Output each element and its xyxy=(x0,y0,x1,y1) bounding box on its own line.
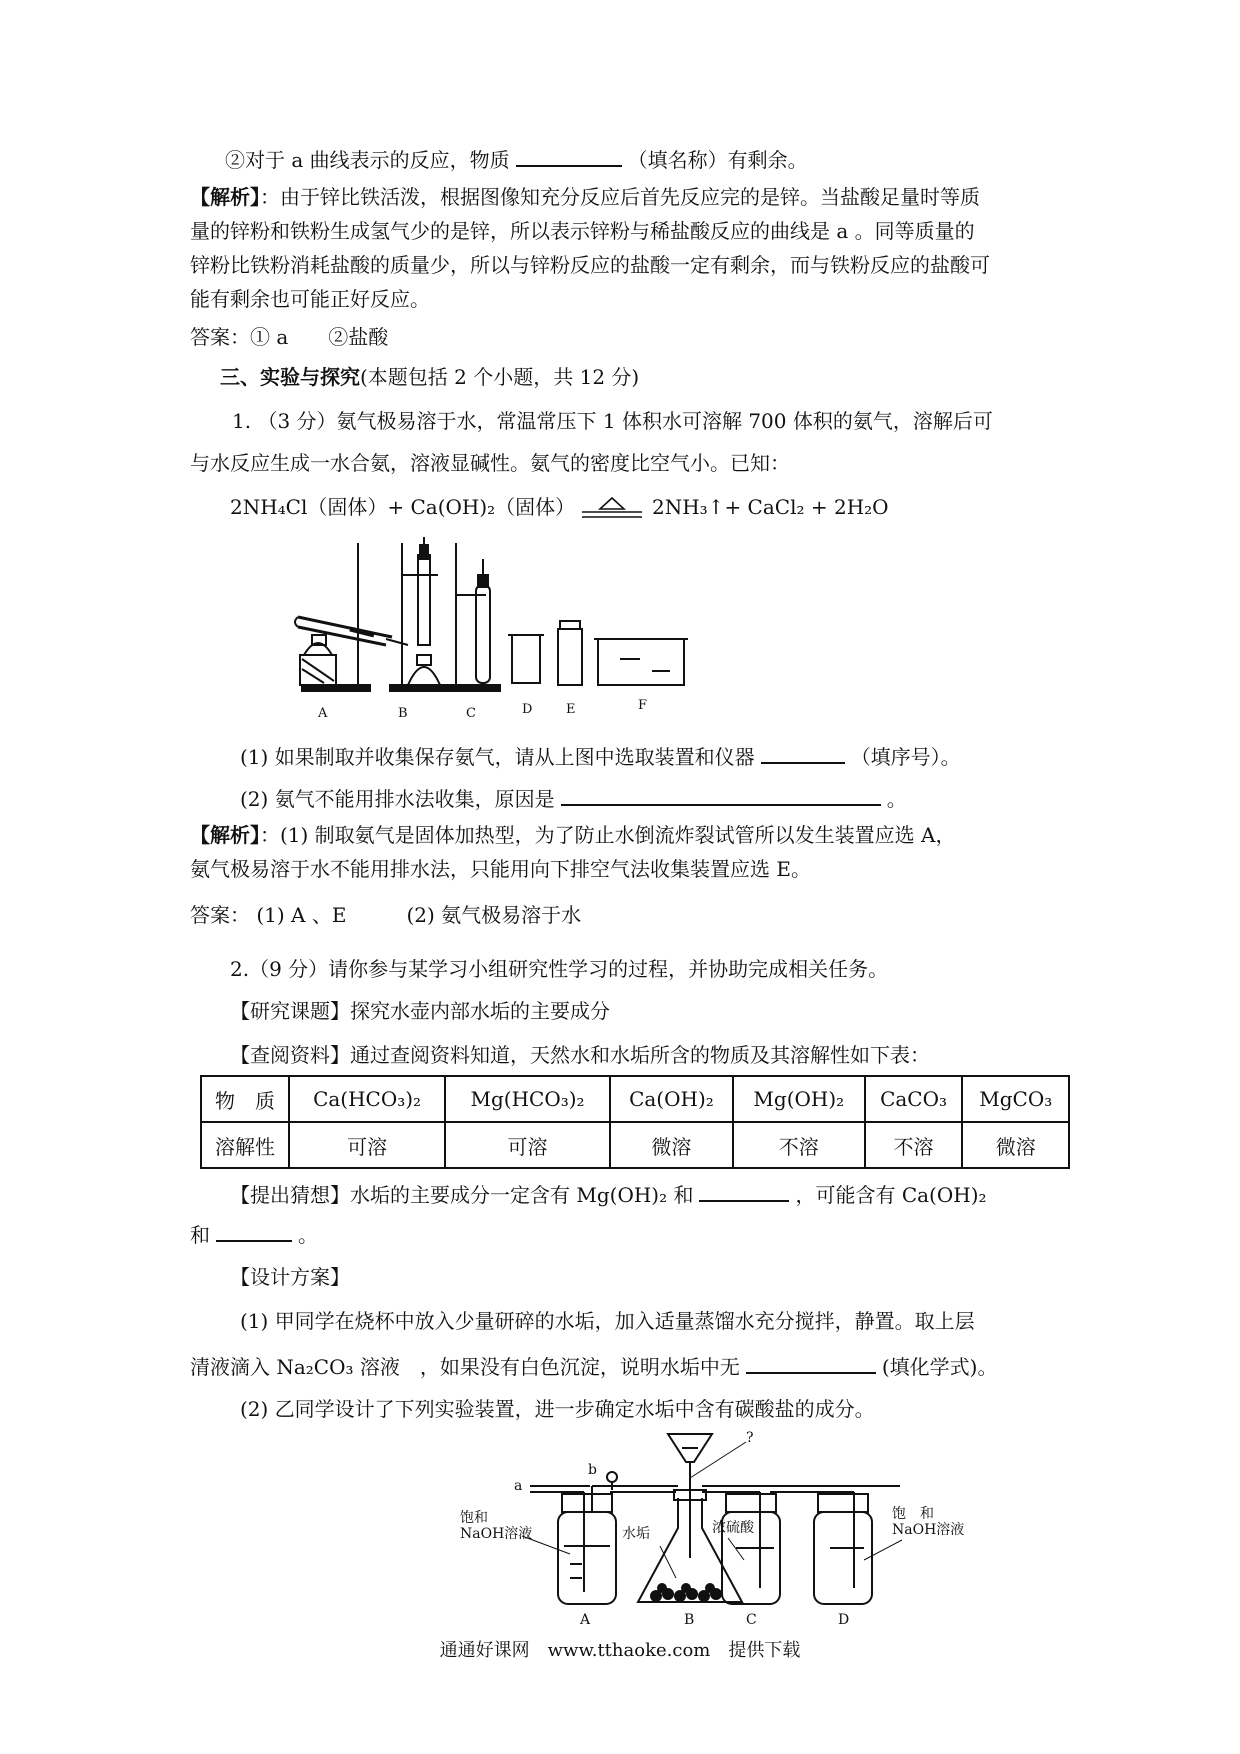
page-footer: 通通好课网 www.tthaoke.com 提供下载 xyxy=(439,1640,801,1661)
apparatus-label: F xyxy=(638,698,648,713)
table-cell: 微溶 xyxy=(610,1122,733,1168)
apparatus-label: E xyxy=(566,702,576,717)
apparatus-label: D xyxy=(522,702,533,717)
answer-blank xyxy=(699,1178,789,1202)
question-line: 与水反应生成一水合氨，溶液显碱性。氨气的密度比空气小。已知： xyxy=(190,451,790,475)
section-title: 三、实验与探究(本题包括 2 个小题，共 12 分) xyxy=(220,365,640,389)
question-line: (2) 氨气不能用排水法收集，原因是 。 xyxy=(240,782,907,814)
question-line: 和 。 xyxy=(190,1218,318,1250)
question-line: 清液滴入 Na₂CO₃ 溶液 ，如果没有白色沉淀，说明水垢中无 (填化学式)。 xyxy=(190,1350,997,1382)
analysis-line: 【解析】：(1) 制取氨气是固体加热型，为了防止水倒流炸裂试管所以发生装置应选 A， xyxy=(190,823,956,847)
figure-label: NaOH溶液 xyxy=(892,1522,965,1538)
table-cell: 不溶 xyxy=(865,1122,963,1168)
apparatus-label: B xyxy=(398,706,408,720)
question-line: 【查阅资料】通过查阅资料知道，天然水和水垢所含的物质及其溶解性如下表： xyxy=(230,1043,930,1067)
analysis-line: 【解析】：由于锌比铁活泼，根据图像知充分反应后首先反应完的是锌。当盐酸足量时等质 xyxy=(190,185,980,209)
answer-blank xyxy=(516,143,622,167)
question-line: ②对于 a 曲线表示的反应，物质 （填名称）有剩余。 xyxy=(225,143,808,175)
analysis-line: 氨气极易溶于水不能用排水法，只能用向下排空气法收集装置应选 E。 xyxy=(190,857,811,881)
figure-label: a xyxy=(514,1478,523,1494)
table-cell: 不溶 xyxy=(733,1122,865,1168)
table-cell: 溶解性 xyxy=(201,1122,289,1168)
apparatus-label: A xyxy=(318,706,328,720)
question-line: 1. （3 分）氨气极易溶于水，常温常压下 1 体积水可溶解 700 体积的氨气，溶解后可 xyxy=(232,409,993,433)
heat-arrow-icon xyxy=(578,492,646,522)
question-line: (1) 如果制取并收集保存氨气，请从上图中选取装置和仪器 （填序号）。 xyxy=(240,740,961,772)
question-line: (1) 甲同学在烧杯中放入少量研碎的水垢，加入适量蒸馏水充分搅拌，静置。取上层 xyxy=(240,1309,975,1333)
answer-line: 答案： (1) A 、E (2) 氨气极易溶于水 xyxy=(190,903,582,927)
analysis-line: 能有剩余也可能正好反应。 xyxy=(190,287,430,311)
question-line: 【设计方案】 xyxy=(230,1265,350,1289)
table-cell: 微溶 xyxy=(962,1122,1069,1168)
table-cell: 物 质 xyxy=(201,1076,289,1122)
table-cell: 可溶 xyxy=(445,1122,610,1168)
equation-left: 2NH₄Cl（固体）+ Ca(OH)₂（固体） xyxy=(230,495,576,519)
figure-label: b xyxy=(588,1462,597,1478)
answer-line: 答案：① a ②盐酸 xyxy=(190,325,389,349)
answer-blank xyxy=(561,782,881,806)
table-cell: Ca(OH)₂ xyxy=(610,1076,733,1122)
figure-label: A xyxy=(580,1612,591,1628)
figure-label: B xyxy=(684,1612,695,1628)
figure-label: NaOH溶液 xyxy=(460,1526,533,1542)
table-row xyxy=(201,1076,1069,1122)
solubility-table xyxy=(200,1075,1070,1169)
figure-label: C xyxy=(746,1612,757,1628)
figure-label: D xyxy=(838,1612,850,1628)
figure-label: 水垢 xyxy=(622,1526,650,1542)
table-cell: Ca(HCO₃)₂ xyxy=(289,1076,445,1122)
figure-label: 浓硫酸 xyxy=(712,1520,754,1536)
apparatus-label: C xyxy=(466,706,476,720)
question-line: 【提出猜想】水垢的主要成分一定含有 Mg(OH)₂ 和 ，可能含有 Ca(OH)₂ xyxy=(230,1178,987,1210)
table-cell: 可溶 xyxy=(289,1122,445,1168)
question-line: (2) 乙同学设计了下列实验装置，进一步确定水垢中含有碳酸盐的成分。 xyxy=(240,1397,875,1421)
question-line: 【研究课题】探究水壶内部水垢的主要成分 xyxy=(230,999,610,1023)
table-cell: MgCO₃ xyxy=(962,1076,1069,1122)
table-row xyxy=(201,1122,1069,1168)
answer-blank xyxy=(761,740,845,764)
figure-label: 饱和 xyxy=(460,1510,488,1526)
figure-label: 饱 和 xyxy=(892,1506,934,1522)
equation-right: 2NH₃↑+ CaCl₂ + 2H₂O xyxy=(652,495,889,519)
answer-blank xyxy=(746,1350,876,1374)
question-line: 2.（9 分）请你参与某学习小组研究性学习的过程，并协助完成相关任务。 xyxy=(230,957,889,981)
figure-label: ? xyxy=(746,1430,754,1446)
apparatus-figure-1 xyxy=(290,535,780,720)
answer-blank xyxy=(216,1218,292,1242)
analysis-line: 量的锌粉和铁粉生成氢气少的是锌，所以表示锌粉与稀盐酸反应的曲线是 a 。同等质量的 xyxy=(190,219,975,243)
apparatus-figure-2 xyxy=(460,1428,1080,1628)
table-cell: Mg(HCO₃)₂ xyxy=(445,1076,610,1122)
analysis-line: 锌粉比铁粉消耗盐酸的质量少，所以与锌粉反应的盐酸一定有剩余，而与铁粉反应的盐酸可 xyxy=(190,253,990,277)
table-cell: CaCO₃ xyxy=(865,1076,963,1122)
table-cell: Mg(OH)₂ xyxy=(733,1076,865,1122)
